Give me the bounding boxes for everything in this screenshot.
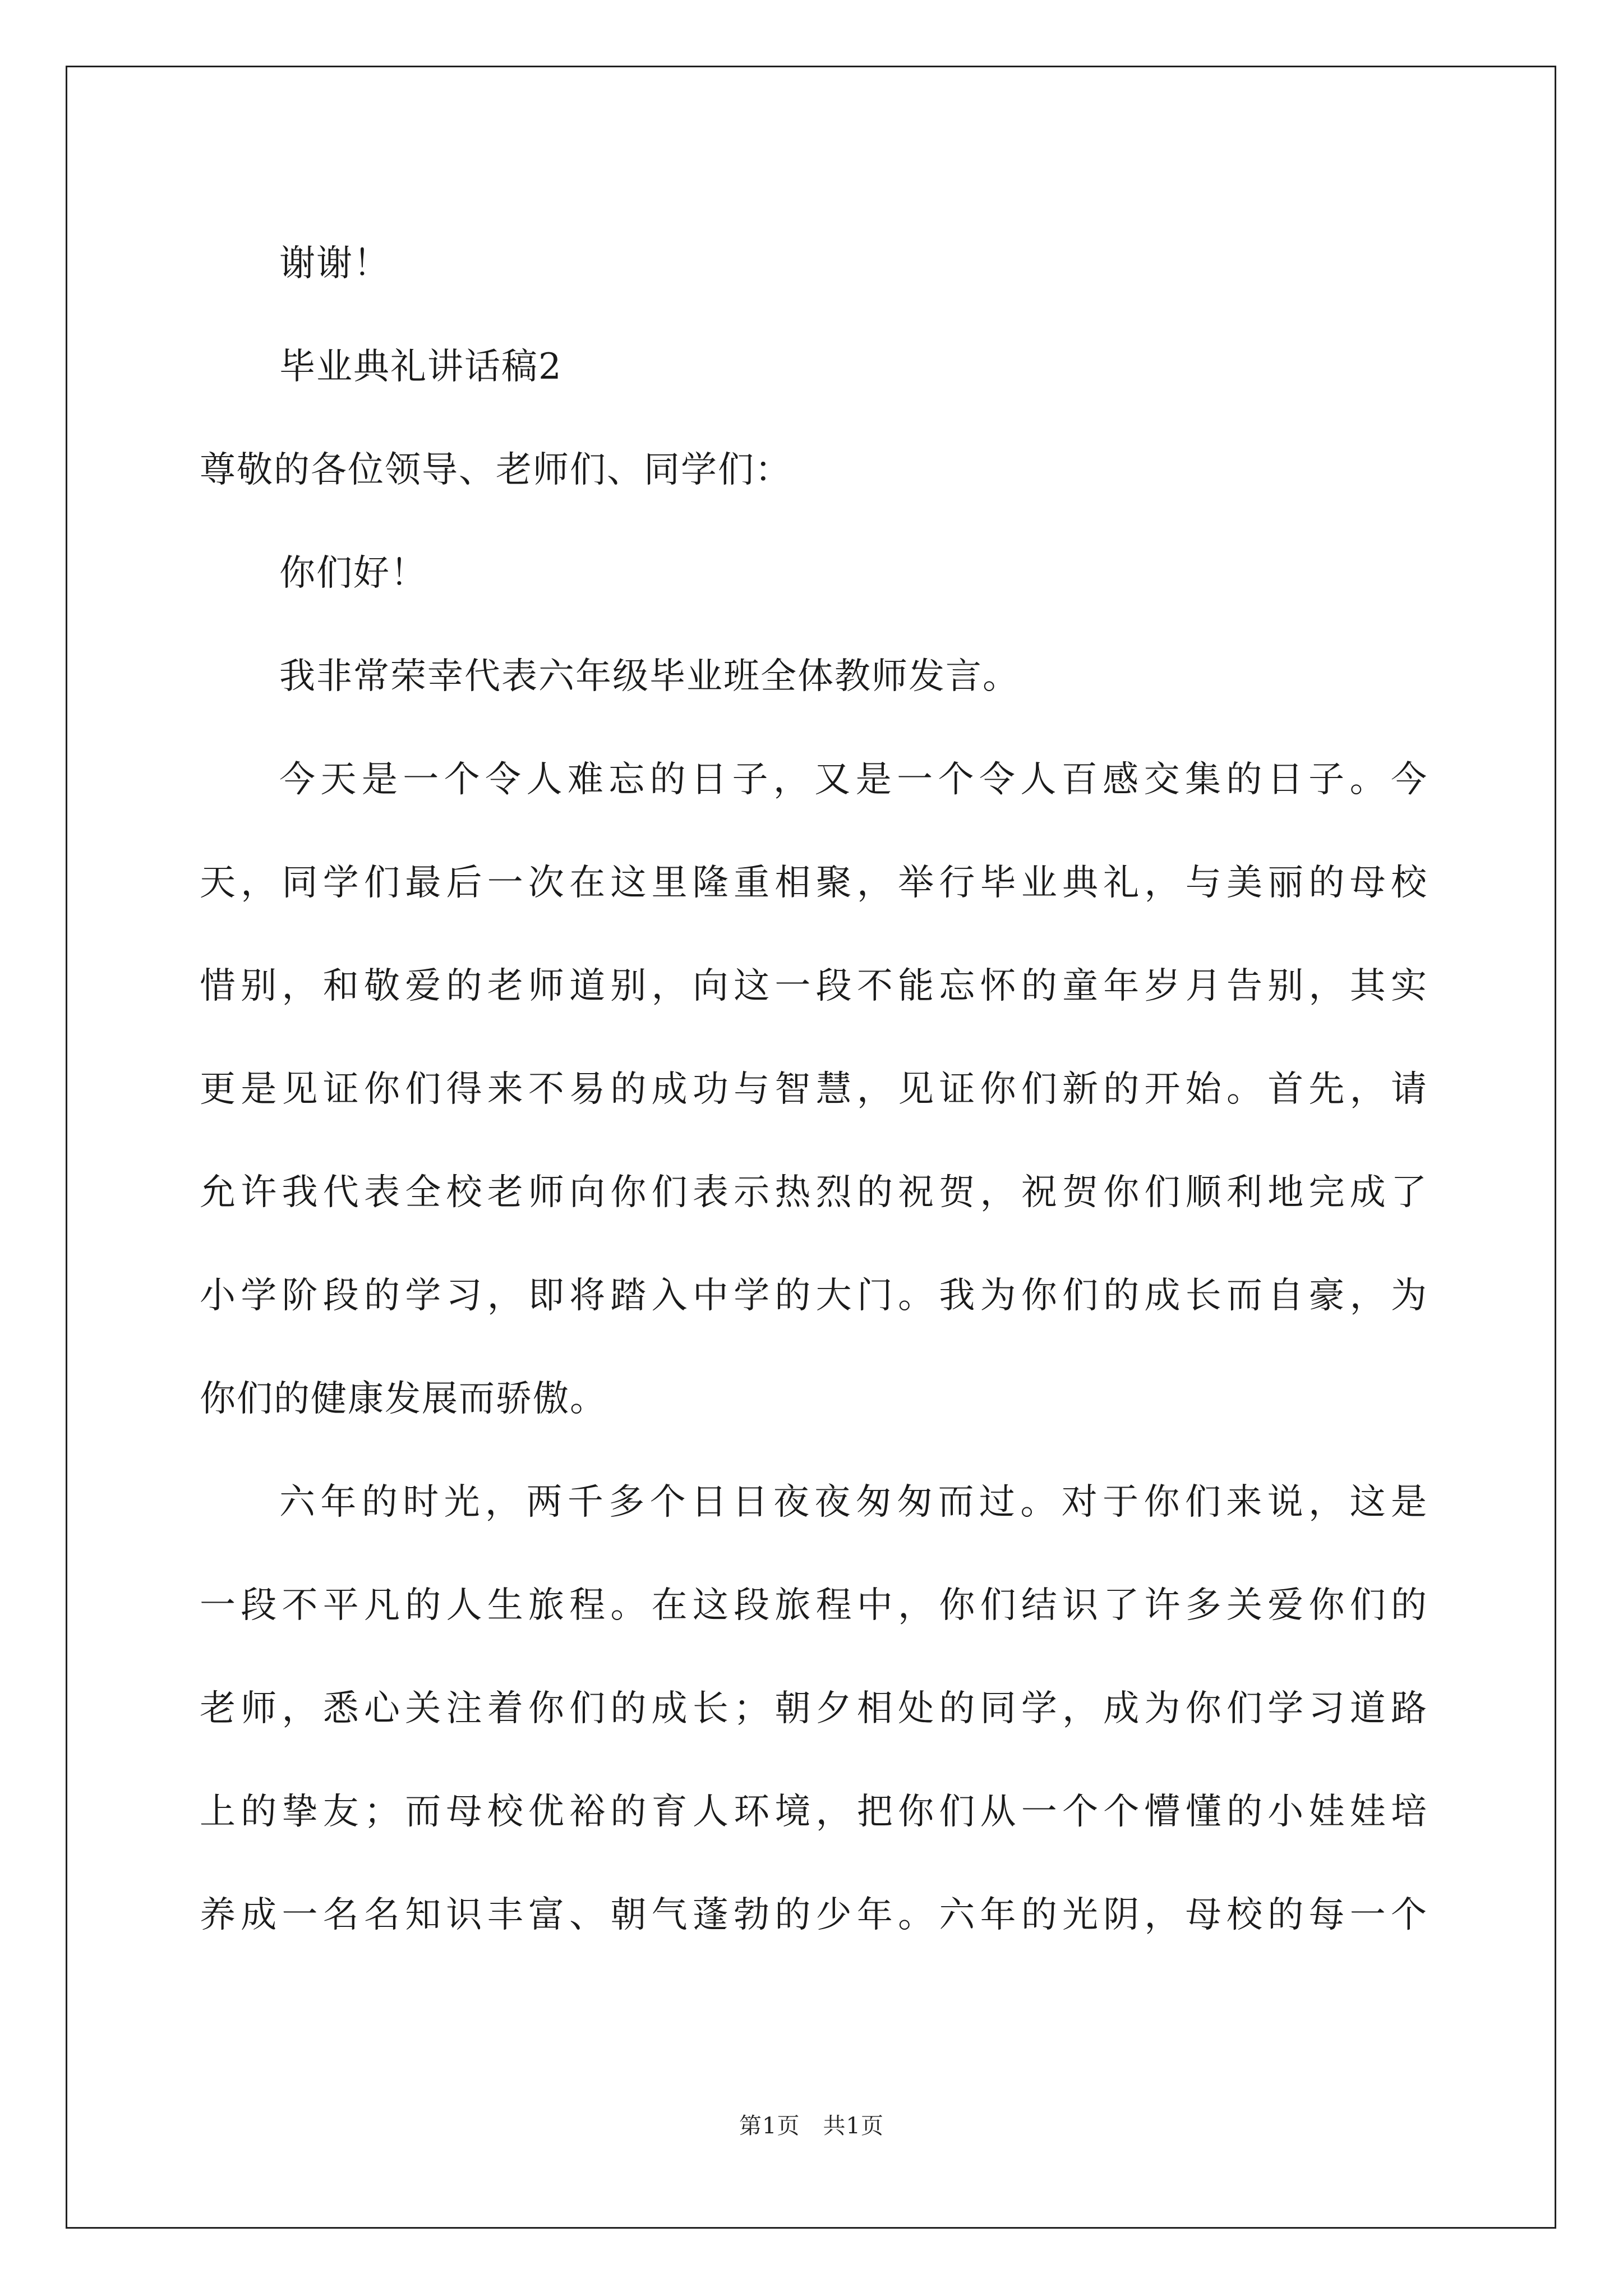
document-body	[200, 212, 1428, 1967]
paragraph-1	[200, 728, 1428, 1451]
paragraph-line: 允许我代表全校老师向你们表示热烈的祝贺，祝贺你们顺利地完成了	[200, 1172, 1428, 1213]
speech-title: 毕业典礼讲话稿2	[279, 346, 562, 388]
paragraph-line: 惜别，和敬爱的老师道别，向这一段不能忘怀的童年岁月告别，其实	[200, 965, 1428, 1007]
paragraph-line: 你们的健康发展而骄傲。	[200, 1378, 607, 1420]
page-number-footer: 第1页 共1页	[739, 2113, 884, 2139]
paragraph-line: 老师，悉心关注着你们的成长；朝夕相处的同学，成为你们学习道路	[200, 1688, 1428, 1729]
intro-line: 我非常荣幸代表六年级毕业班全体教师发言。	[279, 656, 1020, 697]
paragraph-line: 养成一名名知识丰富、朝气蓬勃的少年。六年的光阴，母校的每一个	[200, 1894, 1428, 1936]
paragraph-2	[200, 1451, 1428, 1967]
paragraph-line: 小学阶段的学习，即将踏入中学的大门。我为你们的成长而自豪，为	[200, 1275, 1428, 1317]
paragraph-line: 今天是一个令人难忘的日子，又是一个令人百感交集的日子。今	[279, 759, 1428, 800]
paragraph-line: 一段不平凡的人生旅程。在这段旅程中，你们结识了许多关爱你们的	[200, 1585, 1428, 1626]
paragraph-line: 六年的时光，两千多个日日夜夜匆匆而过。对于你们来说，这是	[279, 1481, 1428, 1523]
paragraph-line: 上的挚友；而母校优裕的育人环境，把你们从一个个懵懂的小娃娃培	[200, 1791, 1428, 1833]
paragraph-line: 天，同学们最后一次在这里隆重相聚，举行毕业典礼，与美丽的母校	[200, 862, 1428, 904]
thanks-line: 谢谢！	[279, 243, 390, 284]
paragraph-line: 更是见证你们得来不易的成功与智慧，见证你们新的开始。首先，请	[200, 1069, 1428, 1110]
salutation: 尊敬的各位领导、老师们、同学们：	[200, 449, 792, 491]
greeting: 你们好！	[279, 553, 427, 594]
